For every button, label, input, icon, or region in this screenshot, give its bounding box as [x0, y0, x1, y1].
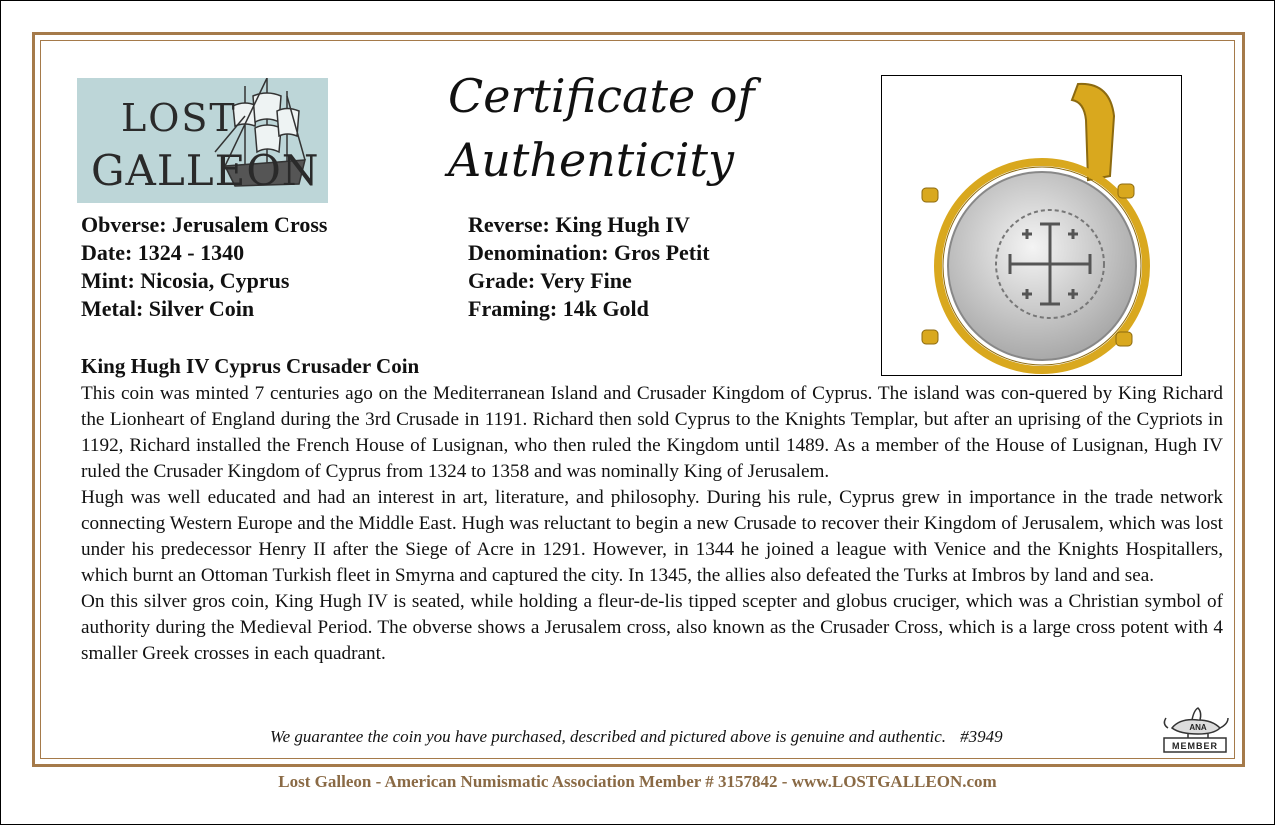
guarantee-text: We guarantee the coin you have purchased, described and pictured above is genuine and authentic. — [270, 727, 947, 746]
article-body — [81, 381, 1223, 667]
guarantee-statement — [270, 727, 1080, 747]
logo-text-galleon: GALLEON — [91, 146, 320, 195]
ana-lamp-icon — [1158, 698, 1230, 754]
spec-obverse: Obverse: Jerusalem Cross — [81, 212, 328, 237]
spec-denomination: Denomination: Gros Petit — [468, 240, 710, 265]
specs-right-column — [468, 211, 710, 323]
specs-left-column — [81, 211, 327, 323]
lost-galleon-logo — [77, 78, 328, 203]
article-heading: King Hugh IV Cyprus Crusader Coin — [81, 354, 420, 378]
coin-pendant-photo — [881, 75, 1182, 376]
title-line-2: Authenticity — [448, 133, 734, 187]
spec-grade: Grade: Very Fine — [468, 268, 632, 293]
spec-framing: Framing: 14k Gold — [468, 296, 649, 321]
footer-association-line: Lost Galleon - American Numismatic Association Member # 3157842 - www.LOSTGALLEON.com — [278, 772, 997, 791]
article-paragraph-1: This coin was minted 7 centuries ago on the Mediterranean Island and Crusader Kingdom of Cyprus. The island was con-quered by King Richard the Lionheart of England during the 3rd Crusade in 1191. Richard then sold Cyprus to the Knights Templar, but after an uprising of the Cypriots in 1192, Richard installed the French House of Lusignan, who then ruled the Kingdom until 1489. As a member of the House of Lusignan, Hugh IV ruled the Crusader Kingdom of Cyprus from 1324 to 1358 and was nominally King of Jerusalem. — [81, 383, 1223, 482]
certificate-number: #3949 — [960, 727, 1003, 746]
spec-reverse: Reverse: King Hugh IV — [468, 212, 690, 237]
ana-member-badge — [1158, 698, 1230, 754]
spec-mint: Mint: Nicosia, Cyprus — [81, 268, 290, 293]
title-line-1: Certificate of — [448, 69, 755, 123]
article-paragraph-3: On this silver gros coin, King Hugh IV is seated, while holding a fleur-de-lis tipped scepter and globus cruciger, which was a Christian symbol of authority during the Medieval Period. The obverse shows a Jerusalem cross, also known as the Crusader Cross, which is a large cross potent with 4 smaller Greek crosses in each quadrant. — [81, 591, 1223, 664]
logo-text-lost: LOST — [121, 96, 237, 140]
coin-pendant-icon — [882, 76, 1181, 375]
spec-date: Date: 1324 - 1340 — [81, 240, 245, 265]
ana-member-label: MEMBER — [1172, 741, 1218, 751]
ana-label: ANA — [1189, 723, 1207, 732]
article-paragraph-2: Hugh was well educated and had an interest in art, literature, and philosophy. During his rule, Cyprus grew in importance in the trade network connecting Western Europe and the Middle East. Hugh was reluctant to begin a new Crusade to recover their Kingdom of Jerusalem, which was lost under his predecessor Henry II after the Siege of Acre in 1291. However, in 1344 he joined a league with Venice and the Knights Hospitallers, which burnt an Ottoman Turkish fleet in Smyrna and captured the city. In 1345, the allies also defeated the Turks at Imbros by land and sea. — [81, 487, 1223, 586]
spec-metal: Metal: Silver Coin — [81, 296, 255, 321]
certificate-title — [448, 64, 768, 192]
